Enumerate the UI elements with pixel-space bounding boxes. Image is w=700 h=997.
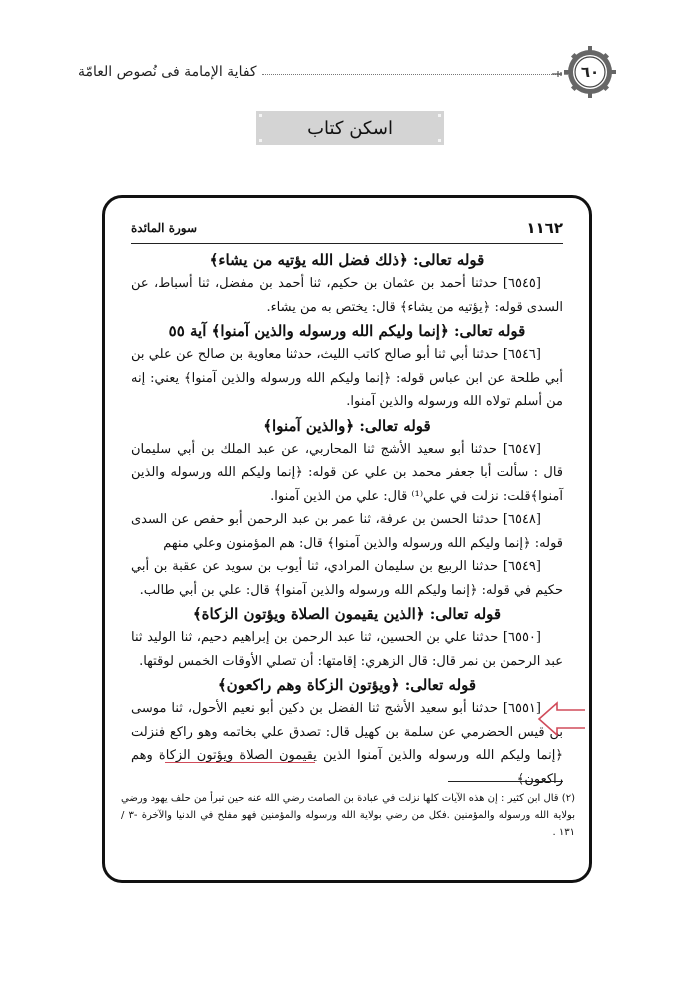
scan-label-text: اسكن كتاب: [307, 117, 393, 139]
verse-heading: قوله تعالى: ﴿والذين آمنوا﴾: [263, 416, 431, 435]
surah-title: سورة المائدة: [131, 221, 198, 235]
highlight-underline: [165, 762, 315, 763]
verse-heading: قوله تعالى: ﴿ويؤتون الزكاة وهم راكعون﴾: [217, 676, 477, 694]
scanned-page-header: [131, 219, 563, 241]
scan-label-box: [256, 111, 444, 145]
scanned-page-number: ١١٦٢: [526, 219, 563, 237]
hadith-paragraph: [٦٥٤٨] حدثنا الحسن بن عرفة، ثنا عمر بن عبد الرحمن أبو حفص عن السدى قوله: ﴿إنما وليكم الله ورسوله والذين آمنوا﴾ قال: هم المؤمنون وعلي منهم: [131, 512, 563, 551]
highlighted-hadith-paragraph: [٦٥٥١] حدثنا أبو سعيد الأشج ثنا الفضل بن دكين أبو نعيم الأحول، ثنا موسى بن قيس الحضرمي عن سلمة بن كهيل قال: تصدق علي بخاتمه وهو راكع فنزلت ﴿إنما وليكم الله ورسوله والذين آمنوا الذين يقيمون الصلاة ويؤتون الزكاة وهم راكعون﴾: [131, 701, 563, 787]
verse-heading: قوله تعالى: ﴿ذلك فضل الله يؤتيه من يشاء﴾: [209, 251, 485, 269]
hadith-paragraph: [٦٥٤٦] حدثنا أبي ثنا أبو صالح كاتب الليث، حدثنا معاوية بن صالح عن علي بن أبي طلحة عن ابن عباس قوله: ﴿إنما وليكم الله ورسوله والذين آمنوا﴾ يعني: إنه من أسلم تولاه الله ورسوله والذين آمنوا.: [131, 347, 563, 409]
running-title: كفاية الإمامة فى نُصوص العامّة: [78, 64, 257, 80]
page-number: ٦٠: [580, 63, 600, 81]
scanned-body-text: [131, 248, 563, 791]
verse-heading: قوله تعالى: ﴿إنما وليكم الله ورسوله والذين آمنوا﴾ آية ٥٥: [168, 322, 526, 340]
annotation-arrow-icon: [537, 700, 587, 738]
scanned-page-content: [121, 198, 575, 880]
hadith-paragraph: [٦٥٤٧] حدثنا أبو سعيد الأشج ثنا المحاربي، عن عبد الملك بن أبي سليمان قال : سألت أبا جعفر محمد بن علي عن قوله: ﴿إنما وليكم الله ورسوله والذين آمنوا﴾قلت: نزلت في علي⁽¹⁾ قال: علي من الذين آمنوا.: [131, 441, 563, 504]
hadith-paragraph: [٦٥٥٠] حدثنا علي بن الحسين، ثنا عبد الرحمن بن إبراهيم دحيم، ثنا الوليد ثنا عبد الرحمن بن نمر قال: قال الزهري: إقامتها: أن تصلي الأوقات الخمس لوقتها.: [131, 630, 563, 669]
verse-heading: قوله تعالى: ﴿الذين يقيمون الصلاة ويؤتون الزكاة﴾: [192, 605, 502, 623]
header-rule: [262, 74, 560, 75]
page-number-medallion: [563, 45, 617, 99]
hadith-paragraph: [٦٥٤٥] حدثنا أحمد بن عثمان بن حكيم، ثنا أحمد بن مفضل، ثنا أسباط، عن السدى قوله: ﴿يؤتيه من يشاء﴾ قال: يختص به من يشاء.: [131, 276, 563, 315]
scanned-page-frame: [102, 195, 592, 883]
hadith-paragraph: [٦٥٤٩] حدثنا الربيع بن سليمان المرادي، ثنا أيوب بن سويد عن عقبة بن أبي حكيم في قوله: ﴿إنما وليكم الله ورسوله والذين آمنوا﴾ قال: علي بن أبي طالب.: [131, 559, 563, 598]
header-divider: [131, 243, 563, 244]
footnote: (٢) قال ابن كثير : إن هذه الآيات كلها نزلت في عبادة بن الصامت رضي الله عنه حين تبرأ من حلف يهود ورضي بولاية الله ورسوله والمؤمنين .فكل من رضي بولاية الله ورسوله والمؤمنين فهو مفلح في الدنيا والآخرة -٣ / ١٣١ .: [121, 793, 575, 838]
footnote-divider: [448, 781, 563, 782]
